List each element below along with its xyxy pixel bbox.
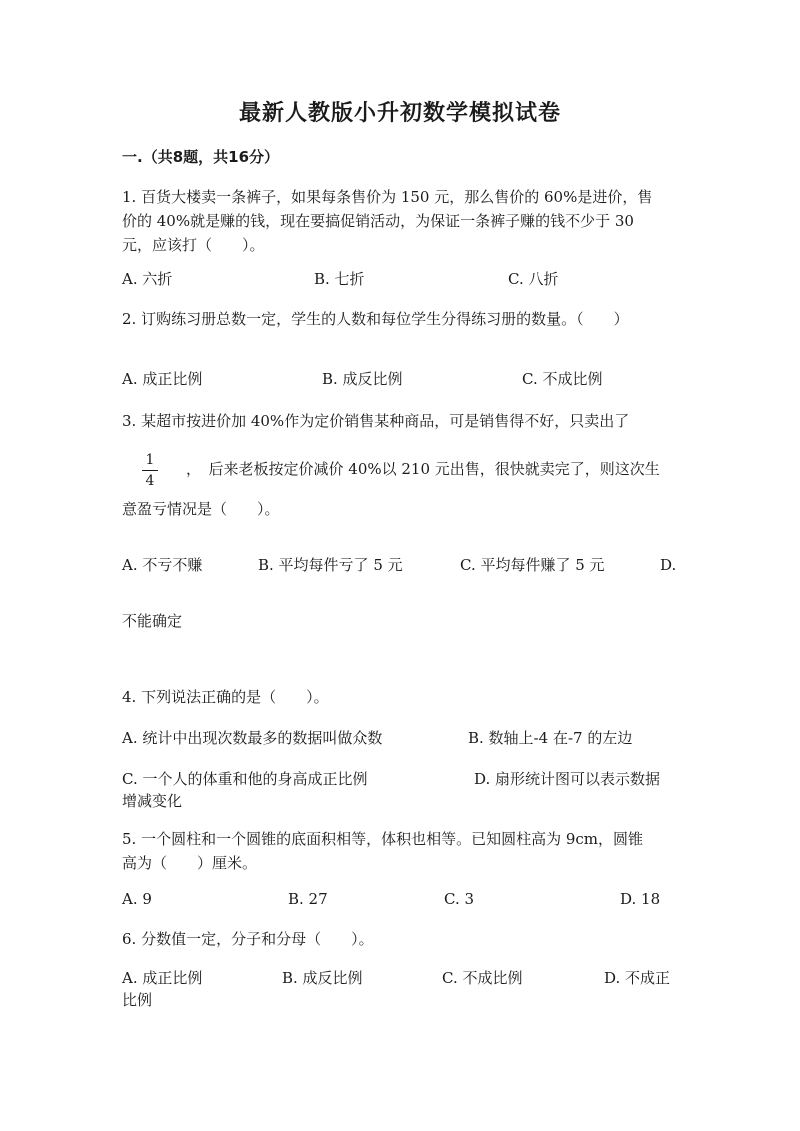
q6-option-d-cont[interactable]: 比例 — [122, 991, 153, 1009]
q5-line-2: 高为（ ）厘米。 — [122, 854, 258, 872]
q2-option-c[interactable]: C. 不成比例 — [522, 370, 603, 388]
q6-line-1: 6. 分数值一定，分子和分母（ ）。 — [122, 930, 374, 948]
page-title: 最新人教版小升初数学模拟试卷 — [238, 101, 561, 126]
q3-line-1: 3. 某超市按进价加 40%作为定价销售某种商品，可是销售得不好，只卖出了 — [122, 412, 630, 430]
q3-line-3: 意盈亏情况是（ ）。 — [122, 500, 280, 518]
q1-option-b[interactable]: B. 七折 — [314, 270, 365, 288]
fraction-denominator: 4 — [145, 473, 155, 489]
q3-option-c[interactable]: C. 平均每件赚了 5 元 — [460, 556, 605, 574]
q6-option-c[interactable]: C. 不成比例 — [442, 969, 523, 987]
q1-line-2: 价的 40%就是赚的钱，现在要搞促销活动，为保证一条裤子赚的钱不少于 30 — [122, 212, 634, 230]
q5-option-a[interactable]: A. 9 — [122, 890, 152, 908]
q6-option-b[interactable]: B. 成反比例 — [282, 969, 363, 987]
q2-line-1: 2. 订购练习册总数一定，学生的人数和每位学生分得练习册的数量。（ ） — [122, 310, 629, 328]
q5-line-1: 5. 一个圆柱和一个圆锥的底面积相等，体积也相等。已知圆柱高为 9cm，圆锥 — [122, 830, 644, 848]
q3-fraction — [140, 452, 160, 489]
q2-option-a[interactable]: A. 成正比例 — [122, 370, 203, 388]
q4-option-d[interactable]: D. 扇形统计图可以表示数据 — [474, 770, 661, 788]
q6-option-a[interactable]: A. 成正比例 — [122, 969, 203, 987]
q5-option-d[interactable]: D. 18 — [620, 890, 661, 908]
q6-option-d[interactable]: D. 不成正 — [604, 969, 671, 987]
q1-option-c[interactable]: C. 八折 — [508, 270, 559, 288]
q4-option-d-cont[interactable]: 增减变化 — [122, 792, 183, 810]
q3-option-a[interactable]: A. 不亏不赚 — [122, 556, 203, 574]
q3-line-2: ， 后来老板按定价减价 40%以 210 元出售，很快就卖完了，则这次生 — [186, 460, 660, 478]
fraction-bar — [142, 470, 158, 471]
fraction-numerator: 1 — [145, 452, 155, 468]
q4-option-a[interactable]: A. 统计中出现次数最多的数据叫做众数 — [122, 729, 383, 747]
q1-line-1: 1. 百货大楼卖一条裤子，如果每条售价为 150 元，那么售价的 60%是进价，售 — [122, 188, 653, 206]
q5-option-c[interactable]: C. 3 — [444, 890, 475, 908]
q4-option-c[interactable]: C. 一个人的体重和他的身高成正比例 — [122, 770, 368, 788]
section-heading: 一.（共8题，共16分） — [122, 148, 280, 166]
q2-option-b[interactable]: B. 成反比例 — [322, 370, 403, 388]
q1-line-3: 元，应该打（ ）。 — [122, 236, 265, 254]
q4-option-b[interactable]: B. 数轴上-4 在-7 的左边 — [468, 729, 633, 747]
q3-option-d[interactable]: D. — [660, 556, 677, 574]
q5-option-b[interactable]: B. 27 — [288, 890, 328, 908]
q1-option-a[interactable]: A. 六折 — [122, 270, 173, 288]
q3-option-d-text[interactable]: 不能确定 — [122, 612, 183, 630]
q4-line-1: 4. 下列说法正确的是（ ）。 — [122, 688, 329, 706]
q3-option-b[interactable]: B. 平均每件亏了 5 元 — [258, 556, 403, 574]
